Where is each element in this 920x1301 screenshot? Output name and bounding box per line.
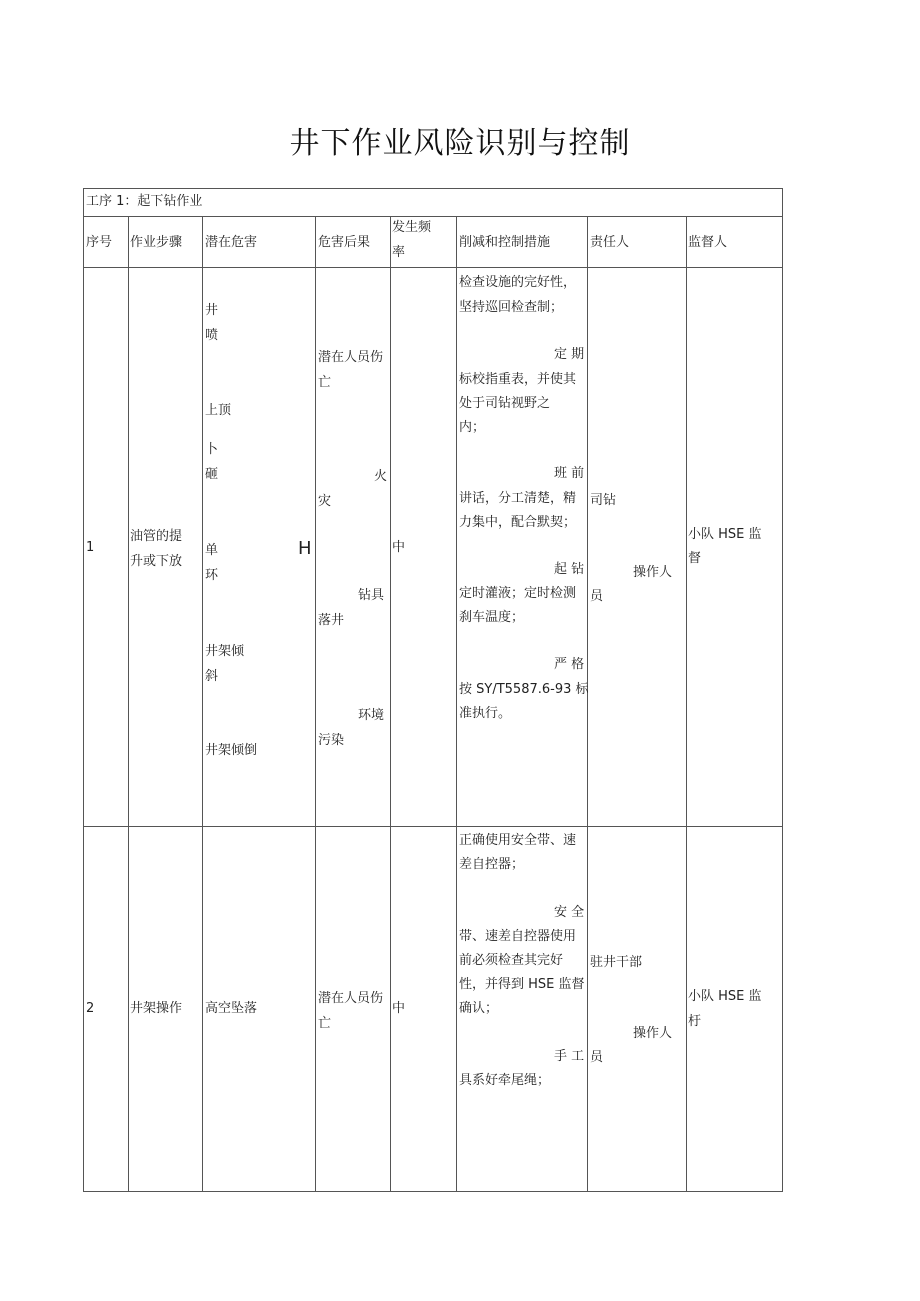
row1-hazard: 井架倾倒 [205,743,258,758]
row1-hazard: 上顶 [205,403,232,418]
row2-supervisor: 小队 HSE 监 [688,989,762,1004]
row1-responsible: 司钻 [590,493,617,508]
column-divider [686,216,687,1192]
row1-consequence: 环境 [358,708,385,723]
row1-measure: 讲话，分工清楚，精 [459,491,577,506]
header-frequency: 率 [392,245,406,260]
row1-measure: 刹车温度； [459,610,525,625]
table-rule [83,216,783,217]
row1-hazard: 井 [205,303,219,318]
row1-measure: 准执行。 [459,706,512,721]
row2-step: 井架操作 [130,1001,183,1016]
row1-measure: 处于司钻视野之 [459,396,551,411]
row1-consequence: 污染 [318,733,345,748]
row1-hazard: 卜 [205,442,219,457]
row1-measure: 力集中，配合默契； [459,515,577,530]
row1-consequence: 亡 [318,375,332,390]
header-measures: 削减和控制措施 [459,235,551,250]
row2-hazard: 高空坠落 [205,1001,258,1016]
table-border-bottom [83,1191,783,1192]
row1-measure: 班 前 [554,466,585,481]
header-consequence: 危害后果 [318,235,371,250]
row1-supervisor: 小队 HSE 监 [688,527,762,542]
row1-step: 油管的提 [130,529,183,544]
row2-measure: 正确使用安全带、速 [459,833,577,848]
row2-measure: 具系好牵尾绳； [459,1073,551,1088]
row2-consequence: 亡 [318,1016,332,1031]
header-hazard: 潜在危害 [205,235,258,250]
row2-measure: 确认； [459,1001,499,1016]
column-divider [202,216,203,1192]
row2-measure: 手 工 [554,1049,585,1064]
row2-measure: 性，并得到 HSE 监督 [459,977,585,992]
row2-consequence: 潜在人员伤 [318,991,384,1006]
row1-hazard-mark: H [298,538,312,559]
table-border-left [83,188,84,1192]
row1-measure: 定时灌液；定时检测 [459,586,577,601]
row1-responsible: 员 [590,589,604,604]
row1-consequence: 火 [374,469,388,484]
row1-step: 升或下放 [130,554,183,569]
row1-hazard: 井架倾 [205,644,245,659]
header-responsible: 责任人 [590,235,630,250]
row1-supervisor: 督 [688,551,702,566]
row2-frequency: 中 [392,1001,406,1016]
row1-measure: 起 钻 [554,562,585,577]
row1-hazard: 环 [205,568,219,583]
header-seq: 序号 [86,235,113,250]
row1-responsible: 操作人 [633,565,673,580]
row1-hazard: 砸 [205,467,219,482]
row2-seq: 2 [86,1001,95,1016]
row2-measure: 前必须检查其完好 [459,953,564,968]
row1-hazard: 喷 [205,328,219,343]
header-frequency: 发生频 [392,220,432,235]
column-divider [315,216,316,1192]
table-rule [83,826,783,827]
row1-measure: 坚持巡回检查制； [459,300,564,315]
column-divider [128,216,129,1192]
header-supervisor: 监督人 [688,235,728,250]
row2-supervisor: 杅 [688,1014,702,1029]
row1-seq: 1 [86,540,95,555]
row1-measure: 按 SY/T5587.6-93 标 [459,682,589,697]
row2-responsible: 操作人 [633,1026,673,1041]
row2-measure: 安 全 [554,905,585,920]
row1-measure: 检查设施的完好性， [459,275,577,290]
process-label: 工序 1：起下钻作业 [86,194,203,209]
column-divider [587,216,588,1192]
row2-responsible: 驻井干部 [590,955,643,970]
row1-measure: 内； [459,420,486,435]
row1-measure: 标校指重表，并使其 [459,372,577,387]
row1-consequence: 钻具 [358,588,385,603]
column-divider [390,216,391,1192]
row1-hazard: 斜 [205,669,219,684]
table-border-right [782,188,783,1192]
row2-measure: 差自控器； [459,857,525,872]
row1-measure: 定 期 [554,347,585,362]
table-rule [83,267,783,268]
row1-hazard: 单 [205,543,219,558]
row2-responsible: 员 [590,1050,604,1065]
column-divider [456,216,457,1192]
row1-measure: 严 格 [554,657,585,672]
header-step: 作业步骤 [130,235,183,250]
row1-frequency: 中 [392,540,406,555]
row2-measure: 带、速差自控器使用 [459,929,577,944]
row1-consequence: 灾 [318,494,332,509]
row1-consequence: 落井 [318,613,345,628]
page-title: 井下作业风险识别与控制 [289,126,631,161]
row1-consequence: 潜在人员伤 [318,350,384,365]
